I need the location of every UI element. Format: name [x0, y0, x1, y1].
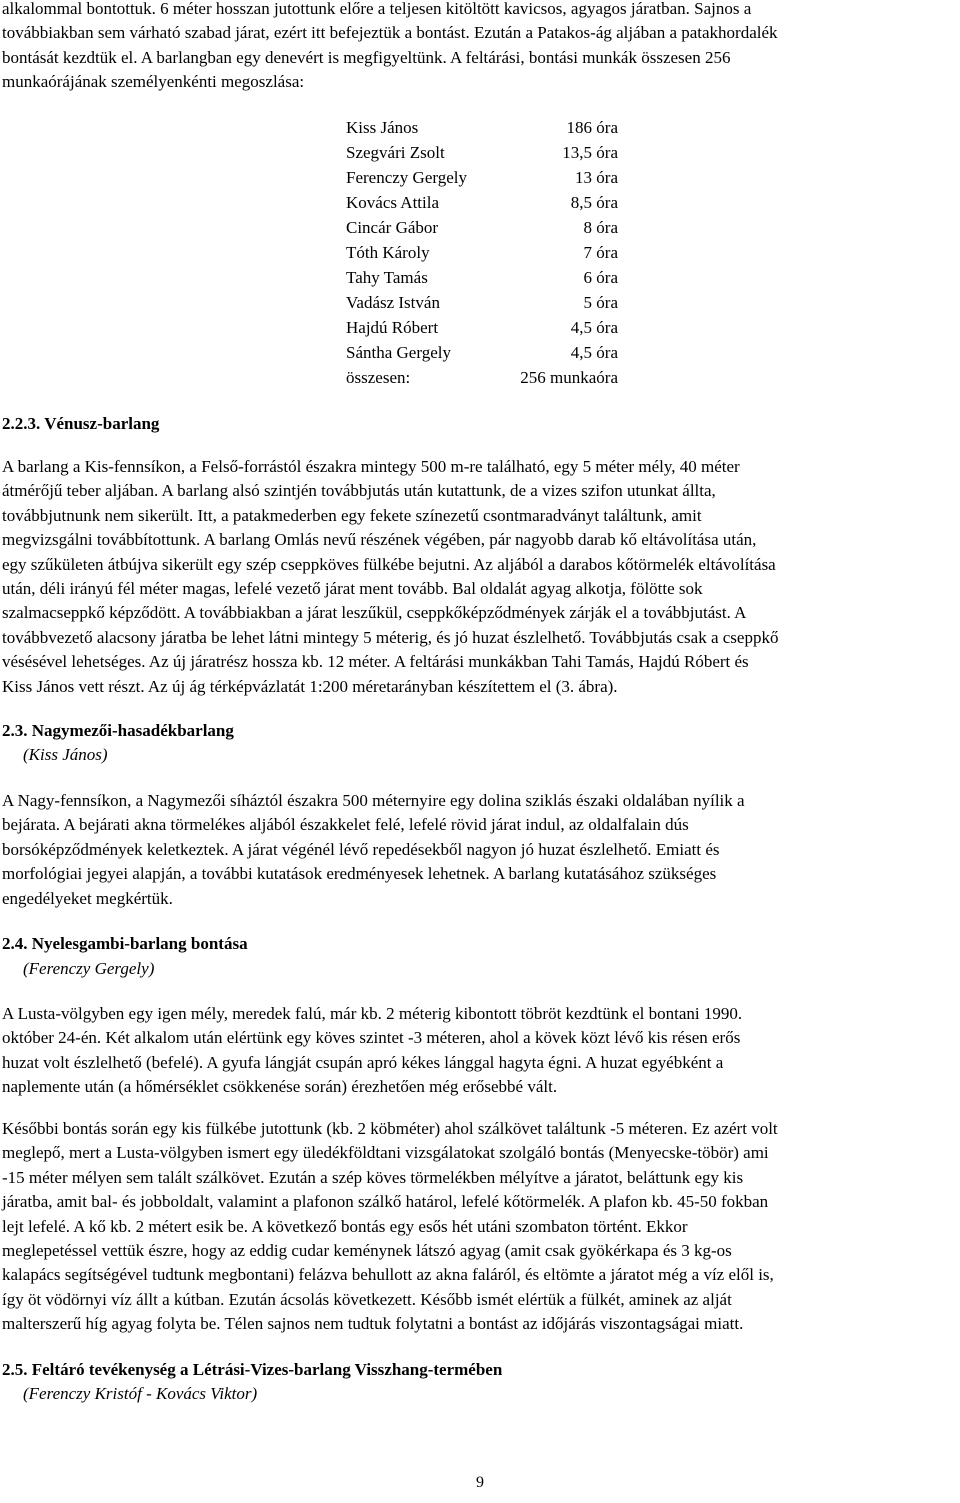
section-heading: 2.3. Nagymezői-hasadékbarlang — [2, 721, 234, 740]
text-line: munkaórájának személyenkénti megoszlása: — [2, 72, 305, 92]
text-line: egy szűkületen átbújva sikerült egy szép cseppköves fülkébe bejutni. Az aljából a darabos kőtörmelék eltávolítása — [2, 554, 776, 574]
person-hours: 13 óra — [575, 168, 618, 187]
person-name: Sántha Gergely — [346, 343, 451, 362]
table-row — [346, 215, 618, 240]
section-paragraph — [2, 1002, 954, 1100]
section-paragraph — [2, 455, 954, 699]
section-paragraph — [2, 789, 954, 911]
person-name: Kovács Attila — [346, 193, 440, 212]
text-line: -15 méter mélyen sem talált szálkövet. Ezután a szép köves törmelékben mélyítve a járatot, beláttunk egy kis — [2, 1167, 744, 1187]
text-line: engedélyeket megkértük. — [2, 888, 173, 908]
table-row — [346, 140, 618, 165]
section-heading: 2.4. Nyelesgambi-barlang bontása — [2, 934, 248, 953]
text-line: naplemente után (a hőmérséklet csökkenése során) érezhetően még erősebbé vált. — [2, 1077, 558, 1097]
table-row — [346, 265, 618, 290]
person-name: Kiss János — [346, 118, 419, 137]
text-line: kalapács segítségével tudtunk megbontani) felázva behullott az akna faláról, és eltömte a járatot még a víz elől is, — [2, 1265, 774, 1285]
section-paragraph — [2, 1117, 954, 1337]
text-line: Kiss János vett részt. Az új ág térképvázlatát 1:200 méretarányban készítettem el (3. ábra). — [2, 676, 618, 696]
person-hours: 4,5 óra — [570, 318, 618, 337]
text-line: bejárata. A bejárati akna törmelékes aljából északkelet felé, lefelé rövid járat indul, az oldalfalain dús — [2, 815, 689, 835]
text-line: alkalommal bontottuk. 6 méter hosszan jutottunk előre a teljesen kitöltött kavicsos, agyagos járatban. Sajnos a — [2, 0, 752, 18]
text-line: szalmacseppkő képződött. A továbbiakban a járat leszűkül, cseppkőképződmények zárják el a továbbjutást. A — [2, 603, 747, 623]
text-line: meglepetéssel vettük észre, hogy az eddig cudar keménynek látszó agyag (amit csak gyökérkapa és 3 kg-os — [2, 1241, 732, 1261]
text-line: Későbbi bontás során egy kis fülkébe jutottunk (kb. 2 köbméter) ahol szálkövet találtunk -5 méteren. Ez azért volt — [2, 1119, 778, 1138]
person-name: Vadász István — [346, 293, 440, 312]
section-author: (Ferenczy Gergely) — [23, 959, 155, 978]
table-row — [346, 165, 618, 190]
text-line: továbbiakban sem várható szabad járat, ezért itt befejeztük a bontást. Ezután a Patakos-ág aljában a patakhordalék — [2, 23, 778, 43]
text-line: lejt lefelé. A kő kb. 2 métert esik be. A következő bontás egy esős hét utáni szombaton történt. Ekkor — [2, 1216, 688, 1236]
person-hours: 5 óra — [583, 293, 618, 312]
person-name: Ferenczy Gergely — [346, 168, 467, 187]
text-line: A Nagy-fennsíkon, a Nagymezői síháztól északra 500 méternyire egy dolina sziklás északi oldalában nyílik a — [2, 791, 745, 810]
person-hours: 6 óra — [583, 268, 618, 287]
text-line: járatba, amit bal- és jobboldalt, valamint a plafonon szálkő határol, lefelé kőtörmelék. A plafon kb. 45-50 fokban — [2, 1192, 769, 1212]
text-line: meglepő, mert a Lusta-völgyben ismert egy üledékföldtani vizsgálatokat szolgáló bontás (Menyecske-töbör) ami — [2, 1143, 769, 1163]
page-number: 9 — [476, 1474, 484, 1491]
person-hours: 7 óra — [583, 243, 618, 262]
section-heading: 2.5. Feltáró tevékenység a Létrási-Vizes-barlang Visszhang-termében — [2, 1360, 503, 1379]
text-line: átmérőjű teber aljában. A barlang alsó szintjén továbbjutás után kutattunk, de a vizes szifon utunkat állta, — [2, 481, 716, 501]
work-hours-table — [346, 115, 618, 390]
total-label: összesen: — [346, 368, 411, 387]
text-line: továbbvezető alacsony járatba be lehet látni mintegy 5 méterig, és jó huzat észlelhető. Továbbjutás csak a cseppkő — [2, 627, 779, 647]
table-total-row — [346, 365, 618, 390]
section-author: (Ferenczy Kristóf - Kovács Viktor) — [23, 1384, 258, 1403]
person-name: Hajdú Róbert — [346, 318, 439, 337]
text-line: A barlang a Kis-fennsíkon, a Felső-forrástól északra mintegy 500 m-re található, egy 5 méter mély, 40 méter — [2, 457, 740, 476]
person-name: Tóth Károly — [346, 243, 430, 262]
total-value: 256 munkaóra — [520, 368, 618, 387]
table-row — [346, 315, 618, 340]
table-row — [346, 290, 618, 315]
section-heading: 2.2.3. Vénusz-barlang — [2, 414, 160, 433]
text-line: továbbjutnunk nem sikerült. Itt, a patakmederben egy fekete színezetű csontmaradványt találtunk, amit — [2, 505, 702, 525]
text-line: után, déli irányú fél méter magas, lefelé vezető járat ment tovább. Bal oldalát agyag alkotja, fölötte sok — [2, 579, 703, 599]
intro-paragraph — [2, 0, 954, 95]
person-name: Tahy Tamás — [346, 268, 428, 287]
table-row — [346, 340, 618, 365]
text-line: huzat volt észlelhető (befelé). A gyufa lángját csupán apró kékes lánggal hagyta égni. A huzat egyébként a — [2, 1052, 724, 1072]
person-hours: 8 óra — [583, 218, 618, 237]
person-hours: 8,5 óra — [570, 193, 618, 212]
text-line: borsóképződmények keletkeztek. A járat végénél lévő repedésekből nagyon jó huzat észlelhető. Emiatt és — [2, 839, 720, 859]
person-hours: 13,5 óra — [562, 143, 618, 162]
text-line: malterszerű híg agyag folyta be. Télen sajnos nem tudtuk folytatni a bontást az időjárás viszontagságai miatt. — [2, 1314, 744, 1334]
person-hours: 4,5 óra — [570, 343, 618, 362]
text-line: október 24-én. Két alkalom után elértünk egy köves szintet -3 méteren, ahol a kövek közt lévő kis résen erős — [2, 1028, 741, 1048]
person-name: Cincár Gábor — [346, 218, 439, 237]
table-row — [346, 115, 618, 140]
table-row — [346, 190, 618, 215]
text-line: A Lusta-völgyben egy igen mély, meredek falú, már kb. 2 méterig kibontott töbröt kezdtünk el bontani 1990. — [2, 1004, 743, 1023]
text-line: morfológiai jegyei alapján, a további kutatások eredményesek lehetnek. A barlang kutatásához szükséges — [2, 864, 717, 884]
text-line: megvizsgálni továbbítottunk. A barlang Omlás nevű részének végében, pár nagyobb darab kő eltávolítása után, — [2, 530, 757, 550]
person-hours: 186 óra — [566, 118, 618, 137]
text-line: bontását kezdtük el. A barlangban egy denevért is megfigyeltünk. A feltárási, bontási munkák összesen 256 — [2, 47, 731, 67]
text-line: vésésével lehetséges. Az új járatrész hossza kb. 12 méter. A feltárási munkákban Tahi Tamás, Hajdú Róbert és — [2, 652, 749, 672]
table-row — [346, 240, 618, 265]
text-line: így öt vödörnyi víz állt a kútban. Ezután ácsolás következett. Később ismét elértük a fülkét, aminek az alját — [2, 1289, 732, 1309]
section-author: (Kiss János) — [23, 745, 108, 764]
person-name: Szegvári Zsolt — [346, 143, 445, 162]
